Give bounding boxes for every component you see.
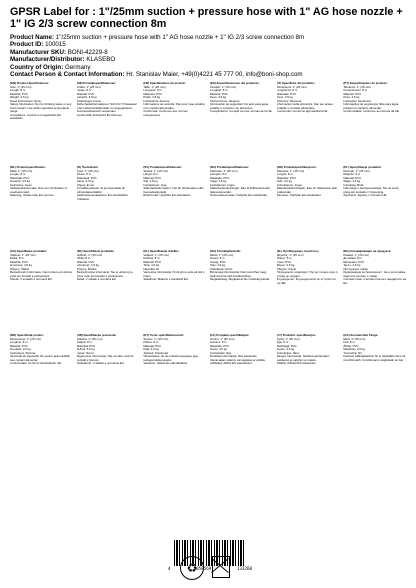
spec-section-body: Størrelse: 1" (25 mm) Lengde: 8 m Materiale: PVC Vekt: 4,5 kg Instruksjoner: Ingen Sikkerhetsinformasjon: Ikke for drikkevann eller matkontakt. Samsvar: Oppfyller EU-standarder. xyxy=(276,168,338,198)
product-id-row xyxy=(10,41,406,48)
spec-section xyxy=(10,334,73,416)
spec-section xyxy=(210,82,273,164)
spec-section-body: Dimensioni: 1" (25 mm) Lunghezza: 8 m Materiale: PVC Peso: 4,5 kg Istruzioni: Nessuna Informazioni sulla sicurezza: Non per acqua potabile o contatto alimentare. Conformità: Conforme agli standard UE. xyxy=(276,84,333,114)
spec-section-body: Koko: 1" (25 mm) Pituus: 8 m Materiaali: PVC Paino: 4,5 kg Ohjeet: Ei ole Turvallisuustiedot: Ei juomavedelle tai elintarvikekontaktiin. Vaatimustenmukaisuus: EU-standardien mukainen. xyxy=(76,168,129,201)
spec-section-heading: (HU) Termékjellemzők: xyxy=(210,250,241,254)
spec-section xyxy=(210,250,273,332)
product-name-label: Product Name: xyxy=(10,34,55,41)
spec-section-heading: (EL) Προδιαγραφές προϊόντος: xyxy=(276,250,320,254)
spec-section xyxy=(10,82,73,164)
spec-section-heading: (FI) Tuotetiedot: xyxy=(76,166,99,170)
product-name-row xyxy=(10,34,406,41)
spec-section-heading: (ES) Especificaciones del producto: xyxy=(210,82,260,86)
barcode-digit-group: 4 xyxy=(168,566,171,571)
spec-section-heading: (SK) Špecifikácie produktu: xyxy=(76,250,115,254)
spec-section xyxy=(143,82,206,164)
spec-section-heading: (ET) Toote spetsifikatsioonid: xyxy=(143,334,184,338)
country-value: Germany xyxy=(65,63,91,71)
spec-section-heading: (PT) Especificações do produto: xyxy=(343,82,388,86)
spec-section-heading: (CS) Specifikace produktu: xyxy=(10,250,47,254)
spec-section xyxy=(143,250,206,332)
spec-section-heading: (NL) Productspecificaties: xyxy=(10,166,46,170)
product-info xyxy=(10,34,406,78)
contact-row xyxy=(10,71,406,78)
spec-section-body: Velikost: 1" (25 mm) Dolžina: 8 m Material: PVC Teža: 4,5 kg Navodila: Ni Varnostne informacije: Ni za pitno vodo ali stik s hrano. Skladnost: Skladno s standardi EU. xyxy=(143,252,205,282)
spec-section-body: Tamanho: 1" (25 mm) Comprimento: 8 m Material: PVC Peso: 4,5 kg Instruções: Nenhuma Informações de segurança: Não para água potável ou contacto alimentar. Conformidade: Conforme as normas da UE. xyxy=(343,84,400,114)
spec-section-heading: (EN) Product Specifications: xyxy=(10,82,50,86)
product-id-value: 100015 xyxy=(45,41,66,49)
spec-section-heading: (SL) Specifikacije izdelka: xyxy=(143,250,179,254)
spec-section-body: Tamaño: 1" (25 mm) Longitud: 8 m Material: PVC Peso: 4,5 kg Instrucciones: Ninguna Información de seguridad: No apto para agua potable o contacto con alimentos. Cumplimiento: Cumple con las normas de la UE. xyxy=(210,84,273,114)
spec-section xyxy=(343,82,406,164)
label-footer xyxy=(0,520,416,588)
barcode-digit-group: 133260 xyxy=(236,566,252,571)
spec-section-heading: (HR) Specifikacije proizvoda: xyxy=(76,334,117,338)
spec-section xyxy=(277,334,340,416)
spec-section-heading: (LT) Produkto specifikacijos: xyxy=(276,334,317,338)
spec-section-heading: (DA) Produktspecifikationer: xyxy=(210,166,250,170)
spec-section-heading: (FR) Spécifications du produit: xyxy=(143,82,186,86)
spec-section xyxy=(343,334,406,416)
label-title: GPSR Label for : 1"/25mm suction + pressure hose with 1" AG hose nozzle + 1" IG 2/3 screw connection 8m xyxy=(10,6,403,30)
spec-section xyxy=(77,334,140,416)
spec-section-heading: (PL) Specyfikacje produktu: xyxy=(343,166,382,170)
spec-section-body: Méid: 1" (25 mm) Fad: 8 m Ábhar: PVC Meáchan: 4,5 kg Treoracha: Níl Faisnéis sábháilteachta: Ní le haghaidh uisce óil. Comhlíonadh: Comhlíonann caighdeáin an AE. xyxy=(343,336,406,362)
spec-section-heading: (NO) Produktspesifikasjoner: xyxy=(276,166,317,170)
country-row xyxy=(10,64,406,71)
sku-row xyxy=(10,49,406,56)
contact-value: Hr. Stanislav Maier, +49(0)4221 45 777 00, info@boni-shop.com xyxy=(126,71,303,79)
crossed-bin-icon xyxy=(212,556,230,578)
spec-section xyxy=(277,166,340,248)
spec-section xyxy=(210,166,273,248)
manufacturer-row xyxy=(10,56,406,63)
spec-section xyxy=(143,166,206,248)
spec-section-body: Dimensiune: 1" (25 mm) Lungime: 8 m Material: PVC Greutate: 4,5 kg Instrucțiuni: Niciuna Informații de siguranță: Nu pentru apă potabilă sau contact alimentar. Conformitate: Conform standardelor UE. xyxy=(10,336,70,366)
spec-section xyxy=(210,334,273,416)
spec-section-body: Velikost: 1" (25 mm) Délka: 8 m Materiál: PVC Hmotnost: 4,5 kg Pokyny: Žádné Bezpečnostní informace: Není určeno pro pitnou vodu ani kontakt s potravinami. Shoda: V souladu s normami EU. xyxy=(10,252,73,282)
spec-section-heading: (LV) Produkta specifikācijas: xyxy=(210,334,250,338)
manufacturer-label: Manufacturer/Distributor: xyxy=(10,56,85,64)
spec-grid xyxy=(10,82,406,416)
spec-section-body: Storlek: 1" (25 mm) Längd: 8 m Material: PVC Vikt: 4,5 kg Instruktioner: Inga Säkerhetsinformation: Inte för dricksvatten eller livsmedelskontakt. Efterlevnad: Uppfyller EU-standarder. xyxy=(143,168,204,198)
spec-section-body: Veličina: 1" (25 mm) Duljina: 8 m Materijal: PVC Težina: 4,5 kg Upute: Nema Sigurnosne informacije: Nije za pitku vodu ili kontakt s hranom. Sukladnost: U skladu s normama EU. xyxy=(76,336,134,366)
spec-section-body: Méret: 1" (25 mm) Hossz: 8 m Anyag: PVC Súly: 4,5 kg Utasítások: Nincs Biztonsági információk: Nem ivóvízhez vagy élelmiszerrel való érintkezéshez. Megfelelőség: Megfelel az EU szabványoknak. xyxy=(210,252,270,282)
spec-section-body: Veľkosť: 1" (25 mm) Dĺžka: 8 m Materiál: PVC Hmotnosť: 4,5 kg Pokyny: Žiadne Bezpečnostné informácie: Nie je určené pre pitnú vodu ani kontakt s potravinami. Súlad: V súlade s normami EÚ. xyxy=(76,252,133,282)
spec-section xyxy=(10,250,73,332)
spec-section-heading: (RO) Specificații produs: xyxy=(10,334,44,338)
spec-section-heading: (IT) Specifiche del prodotto: xyxy=(276,82,316,86)
spec-section-body: Størrelse: 1" (25 mm) Længde: 8 m Materiale: PVC Vægt: 4,5 kg Instruktioner: Ingen Sikkerhedsoplysninger: Ikke til drikkevand eller fødevarekontakt. Overensstemmelse: Opfylder EU-standarder. xyxy=(210,168,270,198)
spec-section-body: Dydis: 1" (25 mm) Ilgis: 8 m Medžiaga: PVC Svoris: 4,5 kg Instrukcijos: Nėra Saugos informacija: Neskirta geriamajam vandeniui ar sąlyčiui su maistu. Atitiktis: Atitinka ES standartus. xyxy=(276,336,330,366)
sku-value: BONI-42229-8 xyxy=(67,48,108,56)
barcode-digit-group: 058569 xyxy=(196,566,212,571)
spec-section-heading: (BG) Спецификации на продукта: xyxy=(343,250,392,254)
product-name-value: 1"/25mm suction + pressure hose with 1" AG hose nozzle + 1" IG 2/3 screw connection 8m xyxy=(55,34,305,41)
spec-section xyxy=(277,250,340,332)
spec-section-body: Size: 1" (25 mm) Length: 8 m Material: PVC Weight: 4.5 kg Need Instructions: None Safety Information: Not for drinking water or any food contact. Use within specified temperature range. Compliance: Conforms to applicable EU standards. xyxy=(10,84,72,121)
spec-section-body: Μέγεθος: 1" (25 mm) Μήκος: 8 m Υλικό: PVC Βάρος: 4,5 kg Οδηγίες: Καμία Πληροφορίες ασφαλείας: Όχι για πόσιμο νερό ή επαφή με τρόφιμα. Συμμόρφωση: Συμμορφώνεται με τα πρότυπα της ΕΕ. xyxy=(276,252,338,285)
spec-section-body: Taille: 1" (25 mm) Longueur: 8 m Matériau: PVC Poids: 4,5 kg Instructions: Aucune Informations de sécurité: Pas pour l'eau potable ni le contact alimentaire. Conformité: Conforme aux normes européennes. xyxy=(143,84,205,117)
recycle-icon: ♻ xyxy=(180,556,204,580)
country-label: Country of Origin: xyxy=(10,63,64,71)
spec-section xyxy=(277,82,340,164)
spec-section-body: Maat: 1" (25 mm) Lengte: 8 m Materiaal: PVC Gewicht: 4,5 kg Instructies: Geen Veiligheidsinformatie: Niet voor drinkwater of voedselcontact. Naleving: Voldoet aan EU-normen. xyxy=(10,168,68,198)
spec-section-body: Größe: 1" (25 mm) Länge: 8 m Material: PVC Gewicht: 4,5 kg Anleitungen: Keine Sicherheitsinformationen: Nicht für Trinkwasser oder Lebensmittelkontakt. Im angegebenen Temperaturbereich verwenden. Konformität: Entspricht EU-Normen. xyxy=(76,84,138,117)
spec-section-body: Размер: 1" (25 mm) Дължина: 8 m Материал: PVC Тегло: 4,5 kg Инструкции: Няма Информация за безопасност: Не е за питейна вода или контакт с храни. Съответствие: Съответства на стандартите на ЕС. xyxy=(343,252,406,285)
spec-section xyxy=(10,166,73,248)
spec-section-heading: (GA) Sonraíochtaí Táirge: xyxy=(343,334,379,338)
spec-section xyxy=(143,334,206,416)
spec-section xyxy=(77,166,140,248)
spec-section-heading: (DE) Produktspezifikationen: xyxy=(76,82,117,86)
spec-section xyxy=(343,166,406,248)
spec-section-body: Rozmiar: 1" (25 mm) Długość: 8 m Materiał: PVC Waga: 4,5 kg Instrukcje: Brak Informacje o bezpieczeństwie: Nie do wody pitnej ani kontaktu z żywnością. Zgodność: Zgodny z normami UE. xyxy=(343,168,399,198)
spec-section-body: Suurus: 1" (25 mm) Pikkus: 8 m Materjal: PVC Kaal: 4,5 kg Juhised: Puuduvad Ohutusteave: Ei ole mõeldud joogivee ega toiduga kokkupuuteks. Vastavus: Vastab EL standarditele. xyxy=(143,336,198,366)
spec-section-body: Izmērs: 1" (25 mm) Garums: 8 m Materiāls: PVC Svars: 4,5 kg Instrukcijas: Nav Drošības informācija: Nav paredzēts dzeramajam ūdenim vai saskarei ar pārtiku. Atbilstība: Atbilst ES standartiem. xyxy=(210,336,266,366)
manufacturer-value: KLASEBO xyxy=(86,56,116,64)
contact-label: Contact Person & Contact Information: xyxy=(10,71,125,79)
spec-section-heading: (SV) Produktspecifikationer: xyxy=(143,166,183,170)
product-id-label: Product ID: xyxy=(10,41,44,49)
sku-label: Manufacturer SKU: xyxy=(10,48,67,56)
spec-section xyxy=(77,82,140,164)
spec-section xyxy=(77,250,140,332)
spec-section xyxy=(343,250,406,332)
